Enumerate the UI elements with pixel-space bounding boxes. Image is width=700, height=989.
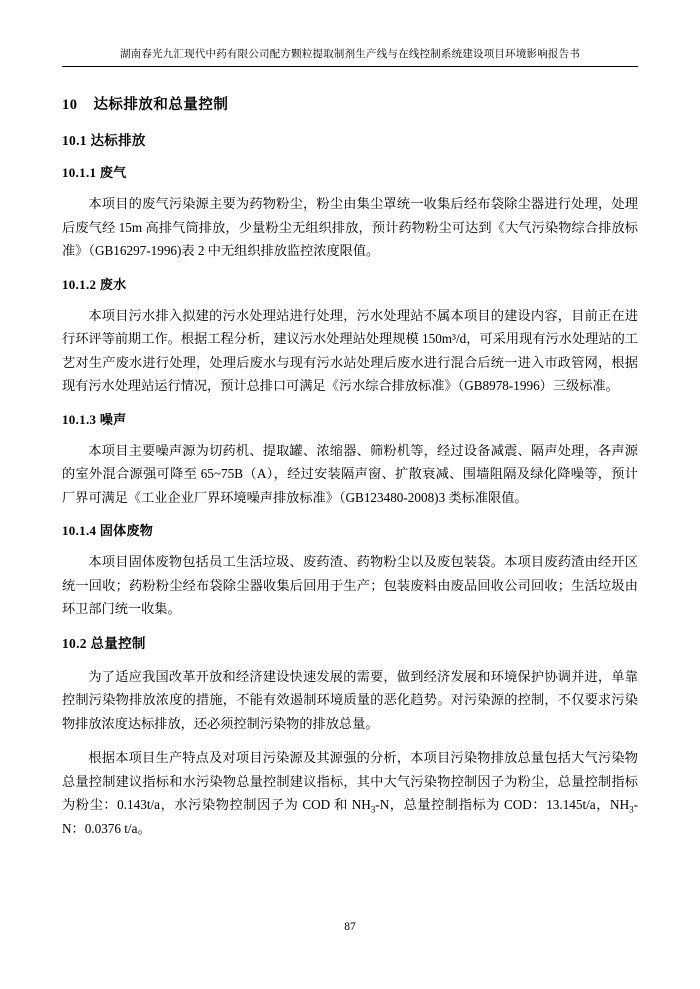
- paragraph-noise: 本项目主要噪声源为切药机、提取罐、浓缩器、筛粉机等，经过设备减震、隔声处理，各声源的室外混合源强可降至 65~75B（A），经过安装隔声窗、扩散衰减、围墙阻隔及绿化降噪等，预计厂界可满足《工业企业厂界环境噪声排放标准》（GB123480-2008)3 类标准限值。: [62, 442, 638, 505]
- paragraph-total-control-2: [62, 746, 638, 840]
- heading-10-2: 10.2 总量控制: [62, 635, 146, 651]
- heading-10-1-4: 10.1.4 固体废物: [62, 523, 154, 538]
- section-10-title: 达标排放和总量控制: [93, 97, 229, 113]
- total-control-text-e: -N：0.0376 t/a。: [62, 797, 638, 836]
- section-10-number: 10: [62, 97, 78, 113]
- document-body: [62, 93, 638, 840]
- total-control-text-a: 根据本项目生产特点及对项目污染源及其源强的分析，本项目污染物排放总量包括大气污染物总量控制建议指标和水污染物总量控制建议指标，其中大气污染物控制因子为粉尘，总量控制指标为粉尘：0.143t/a，水污染物控制因子为 COD 和 NH: [62, 750, 638, 812]
- heading-10-1-3: 10.1.3 噪声: [62, 411, 127, 427]
- paragraph-solid-waste: 本项目固体废物包括员工生活垃圾、废药渣、药物粉尘以及废包装袋。本项目废药渣由经开区统一回收；药粉粉尘经布袋除尘器收集后回用于生产；包装废料由废品回收公司回收；生活垃圾由环卫部门统一收集。: [62, 554, 638, 616]
- heading-10-1-2: 10.1.2 废水: [62, 276, 127, 292]
- paragraph-waste-gas: 本项目的废气污染源主要为药物粉尘，粉尘由集尘罩统一收集后经布袋除尘器进行处理，处理后废气经 15m 高排气筒排放，少量粉尘无组织排放，预计药物粉尘可达到《大气污染物综合排放标准》（GB16297-1996)表 2 中无组织排放监控浓度限值。: [62, 196, 638, 258]
- paragraph-waste-water: 本项目污水排入拟建的污水处理站进行处理，污水处理站不属本项目的建设内容，目前正在进行环评等前期工作。根据工程分析，建议污水处理站处理规模 150m³/d，可采用现有污水处理站的工艺对生产废水进行处理，处理后废水与现有污水站处理后废水进行混合后统一进入市政管网，根据现有污水处理站运行情况，预计总排口可满足《污水综合排放标准》（GB8978-1996）三级标准。: [62, 307, 638, 393]
- heading-section-10: [62, 93, 638, 114]
- page-header: 湖南春光九汇现代中药有限公司配方颗粒提取制剂生产线与在线控制系统建设项目环境影响报告书: [62, 46, 638, 67]
- total-control-text-c: -N，总量控制指标为 COD：13.145t/a，NH: [375, 797, 630, 812]
- page-number: 87: [344, 921, 356, 933]
- heading-10-1-1: 10.1.1 废气: [62, 165, 127, 180]
- total-control-sub-1: 3: [370, 804, 376, 815]
- paragraph-total-control-1: 为了适应我国改革开放和经济建设快速发展的需要，做到经济发展和环境保护协调并进，单靠控制污染物排放浓度的措施，不能有效遏制环境质量的恶化趋势。对污染源的控制，不仅要求污染物排放浓度达标排放，还必须控制污染物的排放总量。: [62, 668, 638, 731]
- heading-10-1: 10.1 达标排放: [62, 133, 146, 148]
- total-control-sub-2: 3: [629, 804, 634, 815]
